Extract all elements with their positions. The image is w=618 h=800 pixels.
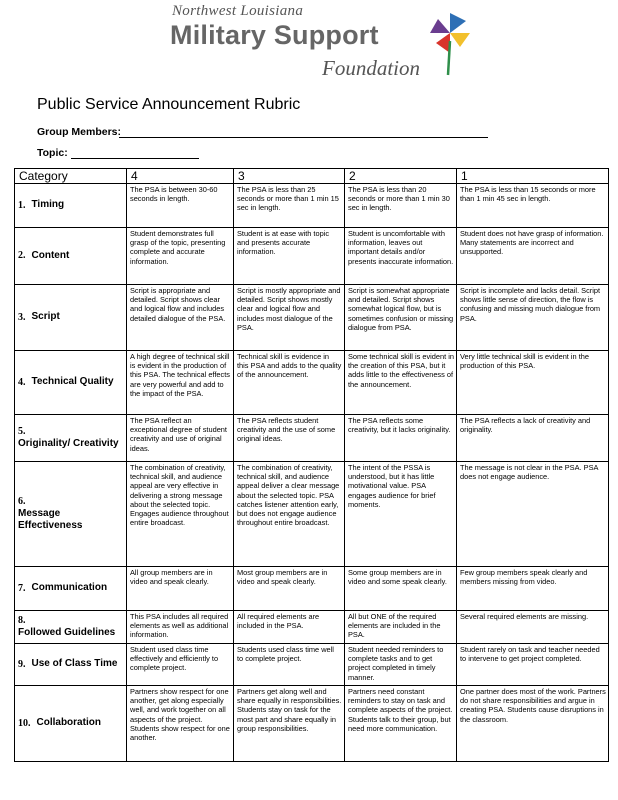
score-2-cell: Some technical skill is evident in the creation of this PSA, but it adds little to the effectiveness of the announcement. <box>345 351 457 415</box>
score-4-cell: This PSA includes all required elements as well as additional information. <box>127 611 234 644</box>
score-1-cell: The PSA reflects a lack of creativity and originality. <box>457 415 609 462</box>
category-number: 4. <box>18 376 26 388</box>
score-1-cell: Student rarely on task and teacher needed to intervene to get project completed. <box>457 644 609 686</box>
score-1-cell: Several required elements are missing. <box>457 611 609 644</box>
score-1-cell: One partner does most of the work. Partners do not share responsibilities and argue in creating PSA. Students cause disruptions in the classroom. <box>457 686 609 762</box>
score-3-cell: The PSA is less than 25 seconds or more than 1 min 15 sec in length. <box>234 184 345 228</box>
category-name: Content <box>31 249 70 261</box>
category-number: 3. <box>18 311 26 323</box>
category-cell <box>15 462 127 567</box>
score-3-cell: The PSA reflects student creativity and the use of some original ideas. <box>234 415 345 462</box>
table-row <box>15 415 609 462</box>
score-2-cell: The intent of the PSSA is understood, but it has little motivational value. PSA engages audience for brief moments. <box>345 462 457 567</box>
topic-line[interactable] <box>71 158 199 159</box>
score-3-cell: The combination of creativity, technical skill, and audience appeal deliver a clear message about the selected topic. PSA catches listener attention early, but does not engage audience throughout entire broadcast. <box>234 462 345 567</box>
topic-label: Topic: <box>37 147 68 159</box>
group-members-line[interactable] <box>119 137 488 138</box>
category-number: 7. <box>18 582 26 594</box>
pinwheel-logo-icon <box>428 11 472 77</box>
category-number: 6. <box>18 496 26 507</box>
score-2-cell: All but ONE of the required elements are included in the PSA. <box>345 611 457 644</box>
table-row <box>15 611 609 644</box>
category-number: 10. <box>18 717 31 729</box>
category-number: 1. <box>18 199 26 211</box>
category-cell <box>15 351 127 415</box>
table-row <box>15 184 609 228</box>
score-2-cell: Partners need constant reminders to stay on task and complete aspects of the project. Students talk to their group, but need more communication. <box>345 686 457 762</box>
score-2-cell: Student is uncomfortable with information, leaves out important details and/or presents inaccurate information. <box>345 228 457 285</box>
group-members-field <box>37 126 121 138</box>
table-row <box>15 567 609 611</box>
score-2-cell: The PSA reflects some creativity, but it lacks originality. <box>345 415 457 462</box>
score-1-cell: Script is incomplete and lacks detail. Script shows little sense of direction, the flow is confusing and missing much dialogue from PSA. <box>457 285 609 351</box>
letterhead <box>0 0 618 90</box>
score-4-cell: Script is appropriate and detailed. Script shows clear and logical flow and includes detailed dialogue of the PSA. <box>127 285 234 351</box>
score-3-cell: All required elements are included in the PSA. <box>234 611 345 644</box>
category-number: 2. <box>18 250 26 262</box>
org-name-line3: Foundation <box>322 56 420 80</box>
category-name: Timing <box>31 199 65 211</box>
rubric-header-row <box>15 169 609 184</box>
category-name: Communication <box>31 582 108 594</box>
category-number: 9. <box>18 658 26 670</box>
category-cell <box>15 415 127 462</box>
table-row <box>15 686 609 762</box>
score-4-cell: Student used class time effectively and efficiently to complete project. <box>127 644 234 686</box>
category-cell <box>15 285 127 351</box>
category-cell <box>15 184 127 228</box>
score-1-cell: Very little technical skill is evident in the production of this PSA. <box>457 351 609 415</box>
score-4-cell: Partners show respect for one another, get along especially well, and work together on all aspects of the project. Students show respect for one another. <box>127 686 234 762</box>
score-4-cell: The combination of creativity, technical skill, and audience appeal are very effective in delivering a strong message about the selected topic. Engages audience throughout entire broadcast. <box>127 462 234 567</box>
score-1-cell: The PSA is less than 15 seconds or more than 1 min 45 sec in length. <box>457 184 609 228</box>
category-number: 5. <box>18 425 26 437</box>
score-4-cell: All group members are in video and speak clearly. <box>127 567 234 611</box>
score-2-cell: Some group members are in video and some speak clearly. <box>345 567 457 611</box>
score-2-cell: Script is somewhat appropriate and detailed. Script shows somewhat logical flow, but is sometimes confusion or missing dialogue from PSA. <box>345 285 457 351</box>
org-name-line1: Northwest Louisiana <box>172 3 304 19</box>
score-4-cell: The PSA reflect an exceptional degree of student creativity and use of original ideas. <box>127 415 234 462</box>
score-3-cell: Script is mostly appropriate and detailed. Script shows mostly clear and logical flow and includes most dialogue of the PSA. <box>234 285 345 351</box>
table-row <box>15 285 609 351</box>
header-category: Category <box>15 169 127 184</box>
header-score-2: 2 <box>345 169 457 184</box>
score-3-cell: Partners get along well and share equally in responsibilities. Students stay on task for the most part and share equally in group responsibilities. <box>234 686 345 762</box>
category-cell <box>15 611 127 644</box>
category-cell <box>15 686 127 762</box>
header-score-3: 3 <box>234 169 345 184</box>
category-number: 8. <box>18 614 26 626</box>
category-name: Script <box>31 311 60 323</box>
page-title: Public Service Announcement Rubric <box>37 96 301 113</box>
category-cell <box>15 228 127 285</box>
category-name: Followed Guidelines <box>18 626 116 638</box>
table-row <box>15 228 609 285</box>
score-4-cell: Student demonstrates full grasp of the topic, presenting complete and accurate information. <box>127 228 234 285</box>
table-row <box>15 462 609 567</box>
category-name: Technical Quality <box>31 376 114 388</box>
category-name: Originality/ Creativity <box>18 437 119 449</box>
category-name: Use of Class Time <box>31 658 118 670</box>
header-score-1: 1 <box>457 169 609 184</box>
table-row <box>15 644 609 686</box>
score-1-cell: The message is not clear in the PSA. PSA does not engage audience. <box>457 462 609 567</box>
org-name-line2: Military Support <box>170 20 379 50</box>
score-2-cell: Student needed reminders to complete tasks and to get project completed in timely manner. <box>345 644 457 686</box>
table-row <box>15 351 609 415</box>
score-1-cell: Student does not have grasp of information. Many statements are incorrect and unsupported. <box>457 228 609 285</box>
category-name: Message Effectiveness <box>18 508 83 531</box>
group-members-label: Group Members: <box>37 126 122 138</box>
score-3-cell: Students used class time well to complete project. <box>234 644 345 686</box>
score-3-cell: Technical skill is evidence in this PSA and adds to the quality of the announcement. <box>234 351 345 415</box>
score-2-cell: The PSA is less than 20 seconds or more than 1 min 30 sec in length. <box>345 184 457 228</box>
score-3-cell: Student is at ease with topic and presents accurate information. <box>234 228 345 285</box>
category-name: Collaboration <box>36 717 101 729</box>
score-4-cell: A high degree of technical skill is evident in the production of this PSA. The technical effects are very powerful and add to the impact of the PSA. <box>127 351 234 415</box>
header-score-4: 4 <box>127 169 234 184</box>
score-3-cell: Most group members are in video and speak clearly. <box>234 567 345 611</box>
category-cell <box>15 567 127 611</box>
topic-field <box>37 147 68 159</box>
score-1-cell: Few group members speak clearly and members missing from video. <box>457 567 609 611</box>
category-cell <box>15 644 127 686</box>
score-4-cell: The PSA is between 30-60 seconds in length. <box>127 184 234 228</box>
rubric-table <box>14 168 609 762</box>
